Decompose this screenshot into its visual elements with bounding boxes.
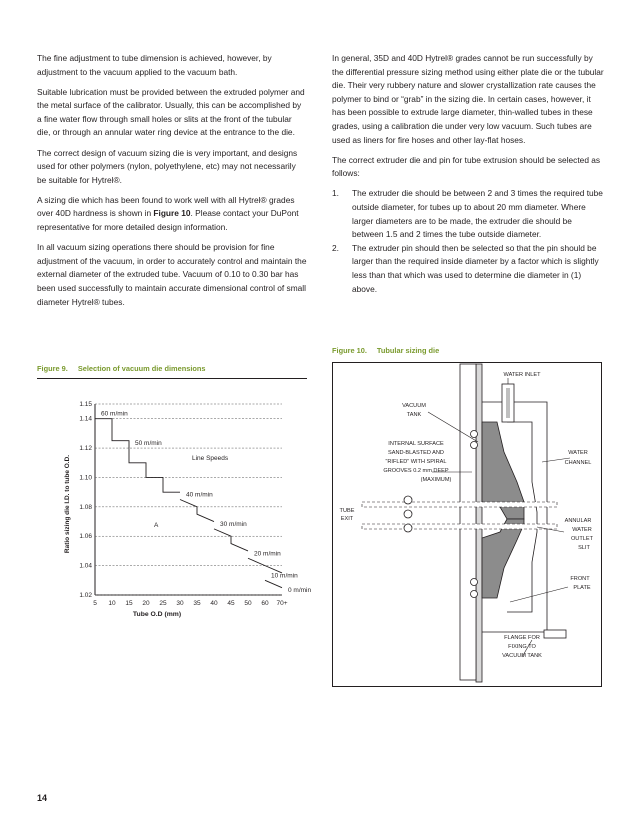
series-label: 50 m/min <box>135 440 162 448</box>
list-item: 1. The extruder die should be between 2 and 3 times the required tube outside diameter, for tubes up to about 20 mm diameter. Where larger diameters are to be made, the extruder die should be between 1.5 and 2 times the tube outside diameter. <box>332 188 603 240</box>
label-annular-slit: SLIT <box>578 545 590 551</box>
label-vacuum-tank: TANK <box>406 412 422 418</box>
figure10-caption: Figure 10. Tubular sizing die <box>332 346 440 355</box>
paragraph: The correct design of vacuum sizing die is very important, and designs used for other polymers (nylon, polyethylene, etc) may not necessarily be suitable for Hytrel®. <box>37 147 298 185</box>
x-tick-label: 60 <box>261 600 269 607</box>
x-tick-label: 30 <box>176 600 184 607</box>
paragraph: The correct extruder die and pin for tube extrusion should be selected as follows: <box>332 154 601 179</box>
label-annular-slit: ANNULAR <box>564 518 592 524</box>
x-tick-label: 10 <box>108 600 116 607</box>
bolt <box>471 579 478 586</box>
series-label: 40 m/min <box>186 491 213 499</box>
flange-bolt <box>544 630 566 638</box>
label-flange: VACUUM TANK <box>502 653 542 659</box>
series-line <box>129 448 180 492</box>
x-tick-label: 50 <box>244 600 252 607</box>
right-text-column <box>332 52 604 296</box>
figure9-caption: Figure 9. Selection of vacuum die dimensions <box>37 364 206 373</box>
x-tick-label: 25 <box>159 600 167 607</box>
y-tick-label: 1.12 <box>79 445 92 453</box>
bolt <box>471 442 478 449</box>
list-item: 2. The extruder pin should then be selected so that the pin should be larger than the required inside diameter by a factor which is slightly less than that which was used to determine die diameter in (1) above. <box>332 242 599 294</box>
y-tick-label: 1.14 <box>79 415 92 423</box>
x-tick-label: 15 <box>125 600 133 607</box>
label-tube-exit: EXIT <box>340 516 354 522</box>
paragraph: Suitable lubrication must be provided between the extruded polymer and the metal surface of the calibrator. Usually, this can be accomplished by a fine water flow through small holes or slits at the front of the tubular die, or through an annular water ring device at the entrance to the die. <box>37 86 305 138</box>
series-line <box>180 500 214 522</box>
bolt <box>404 496 412 504</box>
series-label: 30 m/min <box>220 520 247 528</box>
figure-reference: Figure 10 <box>153 208 191 219</box>
label-water-channel: CHANNEL <box>564 460 592 466</box>
label-tube-exit: TUBE <box>339 508 355 514</box>
label-internal-surface: (MAXIMUM) <box>420 477 452 483</box>
tube-upper-wall <box>362 502 557 507</box>
series-line <box>95 419 129 448</box>
label-front-plate: FRONT <box>570 576 590 582</box>
figure9-chart <box>37 384 312 634</box>
label-flange: FIXING TO <box>508 644 536 650</box>
x-tick-label: 70+ <box>276 600 288 607</box>
figure10-diagram <box>332 362 602 687</box>
left-text-column <box>37 52 307 316</box>
bolt <box>404 524 412 532</box>
vacuum-tank-wall <box>476 364 482 682</box>
water-inlet-bore <box>506 388 510 418</box>
label-internal-surface: GROOVES 0.2 mm DEEP <box>383 468 449 474</box>
series-line <box>214 529 248 551</box>
label-vacuum-tank: VACUUM <box>402 403 426 409</box>
y-axis-label: Ratio sizing die I.D. to tube O.D. <box>64 454 71 554</box>
x-tick-label: 20 <box>142 600 150 607</box>
annotation-a: A <box>154 522 159 529</box>
x-tick-label: 45 <box>227 600 235 607</box>
label-annular-slit: WATER <box>572 527 592 533</box>
x-tick-label: 35 <box>193 600 201 607</box>
y-tick-label: 1.08 <box>79 503 92 511</box>
label-annular-slit: OUTLET <box>570 536 594 542</box>
paragraph: A sizing die which has been found to work well with all Hytrel® grades over 40D hardness is shown in Figure 10. Please contact your DuPont representative for more detailed design information. <box>37 194 299 233</box>
paragraph: In all vacuum sizing operations there should be provision for fine adjustment of the vacuum, in order to accurately control and maintain the external diameter of the extruded tube. Vacuum of 0.10 to 0.30 bar has been used successfully to maintain accurate dimensional control of small diameter Hytrel® tubes. <box>37 242 307 307</box>
paragraph: In general, 35D and 40D Hytrel® grades cannot be run successfully by the differential pressure sizing method using either plate die or the tubular die. Their very rubbery nature and slower crystallization rate causes the polymer to bind or “grab” in the sizing die. In certain cases, however, it has been possible to extrude large diameter, thin-walled tubes in these grades, using a calibration die under very low vacuum. Such tubes are used as liners for fire hoses and other lay-flat hoses. <box>332 53 604 145</box>
legend-title: Line Speeds <box>192 455 229 462</box>
paragraph: The fine adjustment to tube dimension is achieved, however, by adjustment to the vacuum applied to the vacuum bath. <box>37 53 272 77</box>
x-axis-label: Tube O.D (mm) <box>132 611 182 618</box>
bolt <box>471 431 478 438</box>
series-line <box>265 580 282 587</box>
label-internal-surface: INTERNAL SURFACE <box>388 441 444 447</box>
front-plate <box>460 364 476 680</box>
series-label: 10 m/min <box>271 572 298 580</box>
y-tick-label: 1.02 <box>79 592 92 599</box>
figure9-rule <box>37 378 307 379</box>
x-tick-label: 40 <box>210 600 218 607</box>
y-tick-label: 1.06 <box>79 533 92 541</box>
series-label: 20 m/min <box>254 550 281 558</box>
series-label: 60 m/min <box>101 410 128 418</box>
tube-lower-wall <box>362 524 557 529</box>
series-label: 0 m/min <box>288 587 312 594</box>
y-tick-label: 1.10 <box>79 474 92 482</box>
label-internal-surface: “RIFLED” WITH SPIRAL <box>385 459 447 465</box>
y-tick-label: 1.15 <box>79 401 92 408</box>
y-tick-label: 1.04 <box>79 562 92 570</box>
label-front-plate: PLATE <box>573 585 591 591</box>
bolt <box>471 591 478 598</box>
label-water-inlet: WATER INLET <box>503 372 541 378</box>
label-flange: FLANGE FOR <box>504 635 540 641</box>
label-water-channel: WATER <box>568 450 588 456</box>
label-internal-surface: SAND-BLASTED AND <box>388 450 444 456</box>
x-tick-label: 5 <box>93 600 97 607</box>
page-number: 14 <box>37 793 48 803</box>
numbered-list <box>332 187 604 296</box>
bolt <box>404 510 412 518</box>
